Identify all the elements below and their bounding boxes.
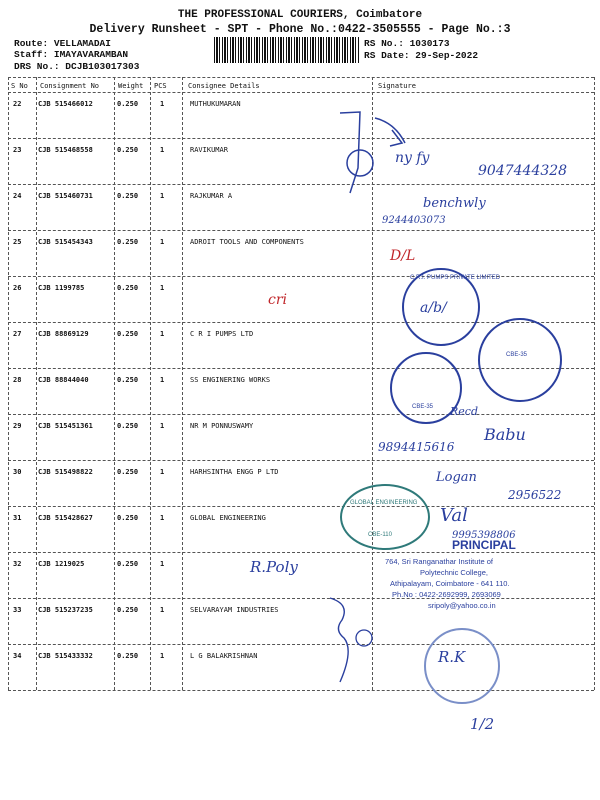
ss-engineering-stamp-city: CBE-35	[412, 404, 434, 410]
runsheet-company-title: THE PROFESSIONAL COURIERS, Coimbatore	[177, 9, 423, 21]
drs-number-field: DRS No.: DCJB103017303	[14, 61, 140, 72]
cell-consignee: C R I PUMPS LTD	[190, 330, 254, 338]
global-engineering-stamp-text: GLOBAL ENGINEERING	[350, 500, 418, 506]
handwritten-page-mark: 1/2	[470, 715, 495, 733]
row-rule	[8, 506, 594, 507]
cell-weight: 0.250	[117, 560, 139, 568]
bottom-stamp	[424, 628, 500, 704]
signature-26: a/b/	[420, 300, 447, 316]
handwritten-phone-23: 9047444328	[478, 163, 568, 179]
cell-sno: 33	[13, 606, 22, 614]
cell-consignment: CJB 515460731	[38, 192, 93, 200]
cell-sno: 23	[13, 146, 22, 154]
cell-consignment: CJB 515237235	[38, 606, 93, 614]
row-rule	[8, 460, 594, 461]
cell-sno: 27	[13, 330, 22, 338]
rs-number-field: RS No.: 1030173	[364, 38, 450, 49]
cell-sno: 31	[13, 514, 22, 522]
handwritten-logan: Logan	[436, 470, 477, 485]
cell-pcs: 1	[160, 238, 165, 246]
cri-pumps-stamp-text: C.R.I. PUMPS PRIVATE LIMITED	[410, 275, 501, 281]
handwritten-dl-note: D/L	[390, 248, 416, 264]
cell-consignment: CJB 515454343	[38, 238, 93, 246]
row-rule	[8, 414, 594, 415]
cell-pcs: 1	[160, 652, 165, 660]
cell-consignment: CJB 515428627	[38, 514, 93, 522]
cell-sno: 24	[13, 192, 22, 200]
handwritten-phone-24: 9244403073	[382, 215, 446, 226]
signature-29: Babu	[484, 425, 526, 444]
handwritten-rpoly: R.Poly	[250, 558, 298, 576]
cell-consignment: CJB 88869129	[38, 330, 89, 338]
route-field: Route: VELLAMADAI	[14, 38, 111, 49]
barcode	[214, 37, 359, 63]
column-header-pcs: PCS	[154, 82, 167, 90]
cell-consignee: RAJKUMAR A	[190, 192, 233, 200]
cri-pumps-stamp-city: CBE-35	[506, 352, 528, 358]
row-rule	[8, 552, 594, 553]
cell-consignee: L G BALAKRISHNAN	[190, 652, 258, 660]
signature-31: Val	[440, 505, 468, 526]
cell-sno: 25	[13, 238, 22, 246]
row-rule	[8, 276, 594, 277]
cell-consignee: NR M PONNUSWAMY	[190, 422, 254, 430]
cell-sno: 32	[13, 560, 22, 568]
cell-consignment: CJB 1219025	[38, 560, 85, 568]
handwritten-recd: Recd	[450, 405, 478, 418]
cell-weight: 0.250	[117, 468, 139, 476]
cell-weight: 0.250	[117, 422, 139, 430]
cri-pumps-stamp-2	[478, 318, 562, 402]
cell-pcs: 1	[160, 468, 165, 476]
runsheet-subtitle: Delivery Runsheet - SPT - Phone No.:0422-3505555 - Page No.:3	[89, 23, 511, 36]
table-top-rule	[8, 77, 594, 78]
principal-stamp-line1: 764, Sri Ranganathar Institute of	[385, 557, 493, 566]
column-header-sno: S No	[11, 82, 28, 90]
cell-consignee: SS ENGINERING WORKS	[190, 376, 271, 384]
row-rule	[8, 644, 594, 645]
principal-stamp-title: PRINCIPAL	[452, 538, 516, 552]
cell-pcs: 1	[160, 560, 165, 568]
pen-bracket-mark	[320, 590, 380, 690]
handwritten-number-30: 2956522	[508, 488, 562, 502]
cell-pcs: 1	[160, 422, 165, 430]
header-bottom-rule	[8, 92, 594, 93]
row-rule	[8, 138, 594, 139]
cell-pcs: 1	[160, 192, 165, 200]
cell-pcs: 1	[160, 146, 165, 154]
cell-sno: 26	[13, 284, 22, 292]
cell-consignee: GLOBAL ENGINEERING	[190, 514, 266, 522]
cell-sno: 28	[13, 376, 22, 384]
cell-consignment: CJB 88844040	[38, 376, 89, 384]
column-header-weight: Weight	[118, 82, 144, 90]
principal-stamp-line4: Ph.No : 0422-2692999, 2693069	[392, 590, 501, 599]
cell-sno: 30	[13, 468, 22, 476]
cell-consignee: RAVIKUMAR	[190, 146, 228, 154]
cell-sno: 22	[13, 100, 22, 108]
cell-weight: 0.250	[117, 100, 139, 108]
cell-weight: 0.250	[117, 146, 139, 154]
handwritten-cri-note: cri	[268, 292, 288, 308]
cell-pcs: 1	[160, 514, 165, 522]
cell-weight: 0.250	[117, 238, 139, 246]
row-rule	[8, 230, 594, 231]
cell-pcs: 1	[160, 100, 165, 108]
cell-weight: 0.250	[117, 376, 139, 384]
staff-field: Staff: IMAYAVARAMBAN	[14, 49, 129, 60]
handwritten-signature-24: benchwly	[423, 196, 486, 211]
global-engineering-stamp-city: CBE-110	[368, 532, 392, 538]
cell-consignee: HARHSINTHA ENGG P LTD	[190, 468, 279, 476]
handwritten-rk: R.K	[438, 648, 466, 666]
cell-pcs: 1	[160, 284, 165, 292]
principal-stamp-line5: sripoly@yahoo.co.in	[428, 601, 496, 610]
cell-consignee: SELVARAYAM INDUSTRIES	[190, 606, 279, 614]
rs-date-field: RS Date: 29-Sep-2022	[364, 50, 479, 61]
cell-sno: 29	[13, 422, 22, 430]
cell-consignment: CJB 515466012	[38, 100, 93, 108]
cell-pcs: 1	[160, 376, 165, 384]
cell-weight: 0.250	[117, 284, 139, 292]
principal-stamp-line2: Polytechnic College,	[420, 568, 488, 577]
cell-consignment: CJB 515433332	[38, 652, 93, 660]
cell-pcs: 1	[160, 606, 165, 614]
cell-consignee: MUTHUKUMARAN	[190, 100, 241, 108]
cell-consignee: ADROIT TOOLS AND COMPONENTS	[190, 238, 304, 246]
row-rule	[8, 690, 594, 691]
handwritten-number-31: 9995398806	[452, 530, 516, 541]
cell-weight: 0.250	[117, 606, 139, 614]
cell-sno: 34	[13, 652, 22, 660]
column-header-consignment: Consignment No	[40, 82, 100, 90]
cell-pcs: 1	[160, 330, 165, 338]
row-rule	[8, 184, 594, 185]
cell-weight: 0.250	[117, 330, 139, 338]
handwritten-phone-29: 9894415616	[378, 440, 455, 454]
cell-consignment: CJB 1199785	[38, 284, 85, 292]
global-engineering-stamp	[340, 484, 430, 550]
cell-consignment: CJB 515498822	[38, 468, 93, 476]
cell-weight: 0.250	[117, 192, 139, 200]
column-header-signature: Signature	[378, 82, 416, 90]
principal-stamp-line3: Athipalayam, Coimbatore - 641 110.	[390, 579, 510, 588]
column-header-consignee: Consignee Details	[188, 82, 260, 90]
cell-weight: 0.250	[117, 652, 139, 660]
row-rule	[8, 598, 594, 599]
cell-consignment: CJB 515451361	[38, 422, 93, 430]
cell-consignment: CJB 515468558	[38, 146, 93, 154]
cell-weight: 0.250	[117, 514, 139, 522]
signature-23: ny fy	[395, 150, 430, 166]
column-rule	[594, 77, 595, 690]
